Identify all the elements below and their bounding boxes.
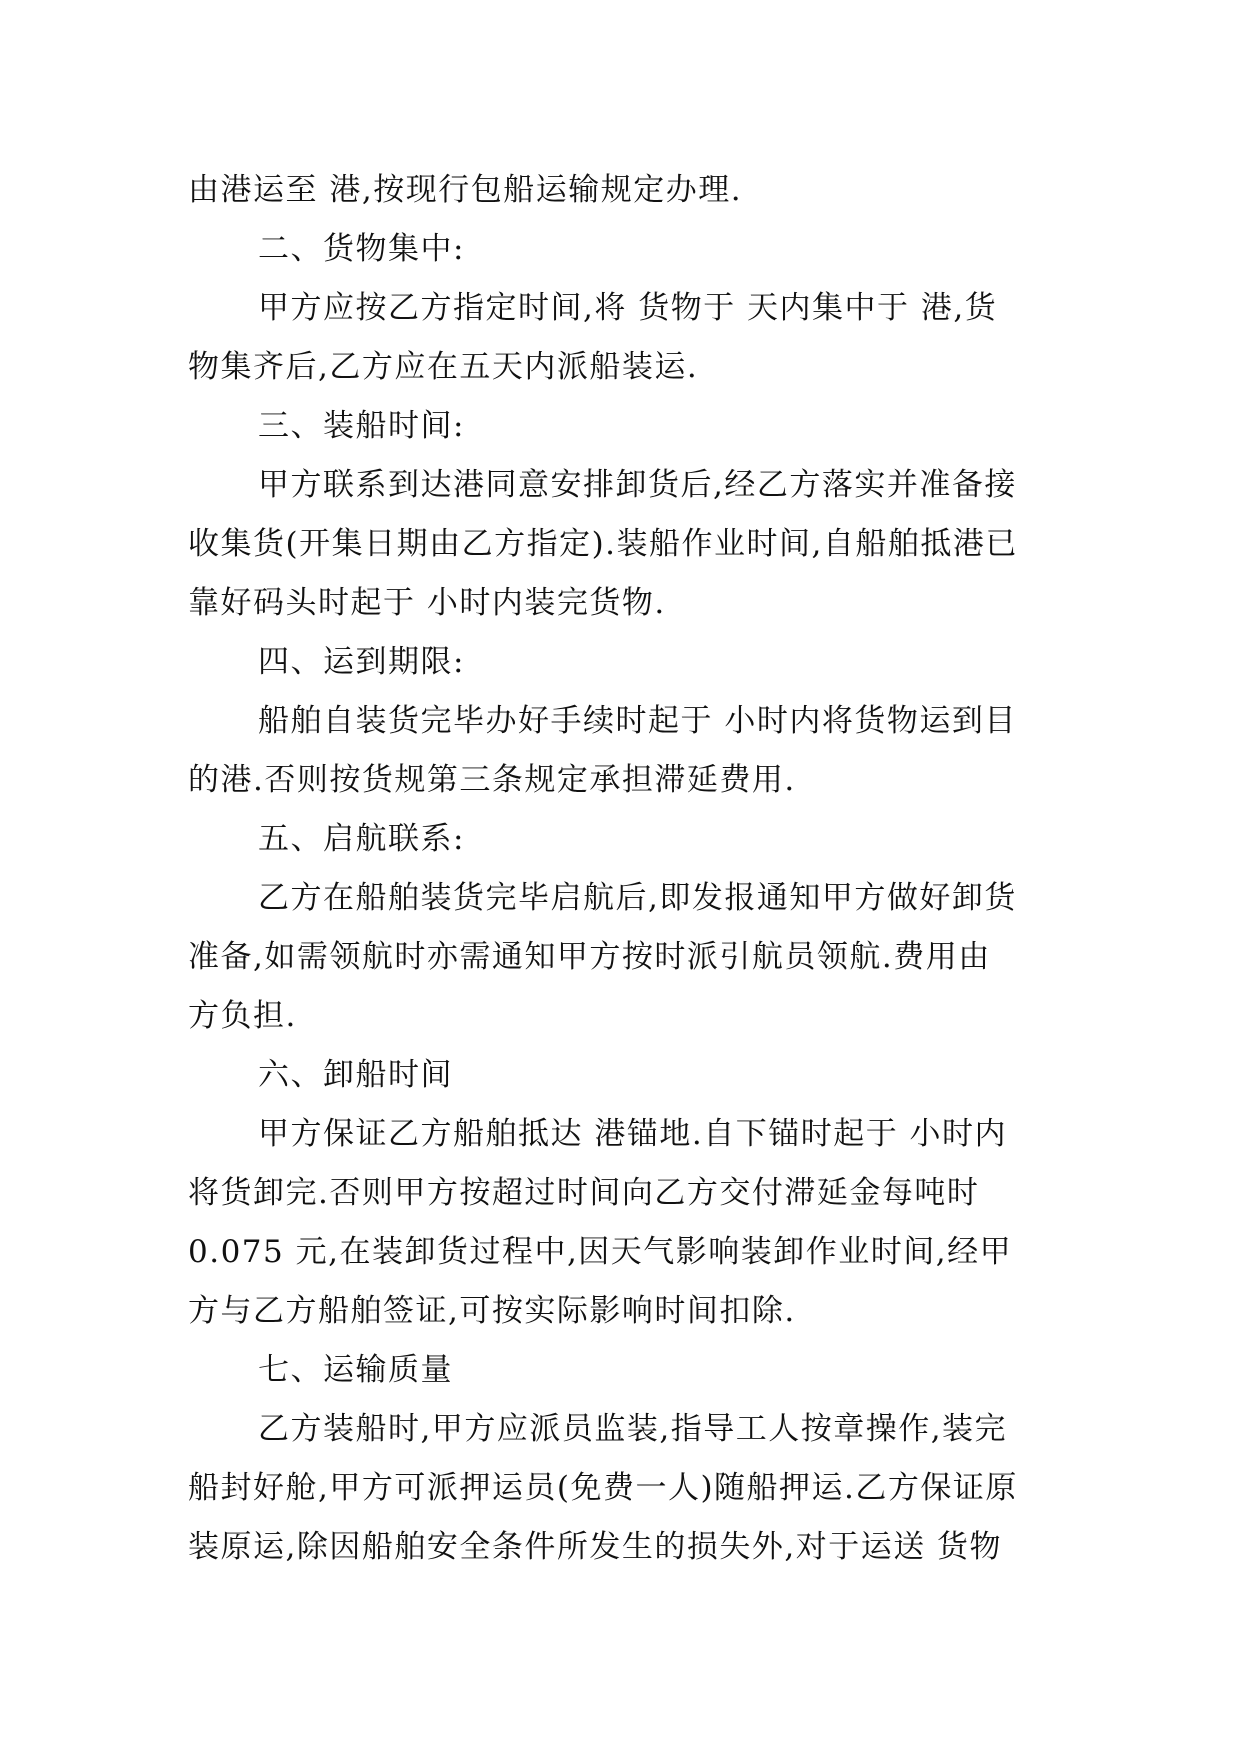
paragraph-line: 准备,如需领航时亦需通知甲方按时派引航员领航.费用由 [188, 939, 991, 975]
paragraph-line: 甲方保证乙方船舶抵达 港锚地.自下锚时起于 小时内 [258, 1116, 1008, 1152]
section-heading: 四、运到期限: [258, 644, 465, 680]
paragraph-line: 装原运,除因船舶安全条件所发生的损失外,对于运送 货物 [188, 1529, 1003, 1565]
paragraph-line: 靠好码头时起于 小时内装完货物. [188, 585, 666, 621]
paragraph-line: 0.075 元,在装卸货过程中,因天气影响装卸作业时间,经甲 [188, 1234, 1013, 1270]
paragraph-line: 甲方联系到达港同意安排卸货后,经乙方落实并准备接 [258, 467, 1017, 503]
paragraph-line: 甲方应按乙方指定时间,将 货物于 天内集中于 港,货 [258, 290, 998, 326]
section-heading: 七、运输质量 [258, 1352, 453, 1388]
section-heading: 二、货物集中: [258, 231, 465, 267]
paragraph-line: 乙方装船时,甲方应派员监装,指导工人按章操作,装完 [258, 1411, 1008, 1447]
paragraph-line: 物集齐后,乙方应在五天内派船装运. [188, 349, 699, 385]
paragraph-line: 方负担. [188, 998, 297, 1034]
paragraph-line: 方与乙方船舶签证,可按实际影响时间扣除. [188, 1293, 796, 1329]
paragraph-line: 的港.否则按货规第三条规定承担滞延费用. [188, 762, 796, 798]
paragraph-line: 将货卸完.否则甲方按超过时间向乙方交付滞延金每吨时 [188, 1175, 980, 1211]
paragraph-line: 乙方在船舶装货完毕启航后,即发报通知甲方做好卸货 [258, 880, 1017, 916]
paragraph-line: 船封好舱,甲方可派押运员(免费一人)随船押运.乙方保证原 [188, 1470, 1018, 1506]
paragraph-line: 船舶自装货完毕办好手续时起于 小时内将货物运到目 [258, 703, 1017, 739]
section-heading: 六、卸船时间 [258, 1057, 453, 1093]
section-heading: 三、装船时间: [258, 408, 465, 444]
paragraph-line: 收集货(开集日期由乙方指定).装船作业时间,自船舶抵港已 [188, 526, 1018, 562]
section-heading: 五、启航联系: [258, 821, 465, 857]
paragraph-line: 由港运至 港,按现行包船运输规定办理. [188, 172, 743, 208]
